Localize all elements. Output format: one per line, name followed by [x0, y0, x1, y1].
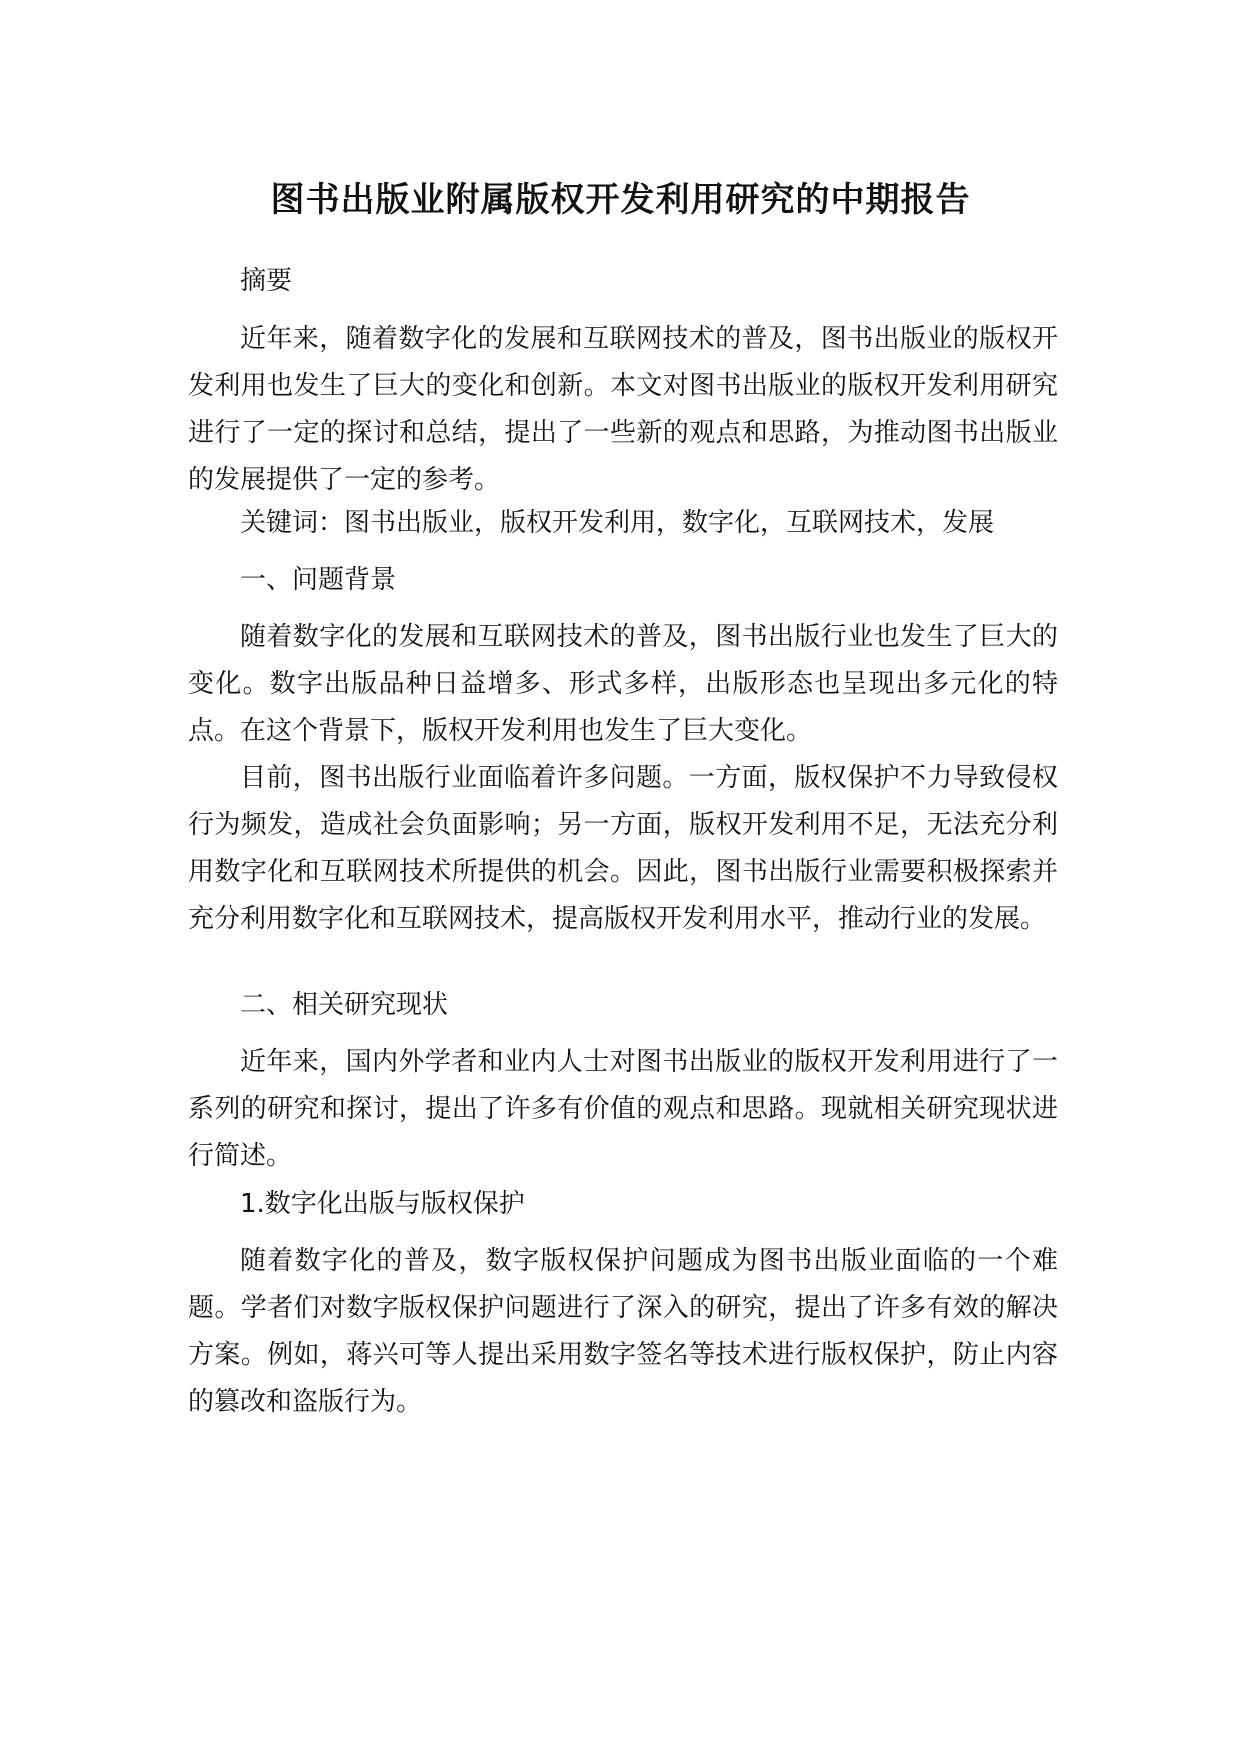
- abstract-heading: 摘要: [240, 266, 293, 296]
- subsection-1-heading: 1.数字化出版与版权保护: [240, 1189, 525, 1219]
- document-title: 图书出版业附属版权开发利用研究的中期报告: [270, 180, 971, 220]
- section-2-paragraph-1: 近年来，国内外学者和业内人士对图书出版业的版权开发利用进行了一系列的研究和探讨，提出了许多有价值的观点和思路。现就相关研究现状进行简述。: [188, 1047, 1058, 1171]
- keywords-line: 关键词：图书出版业，版权开发利用，数字化，互联网技术，发展: [240, 508, 995, 538]
- abstract-paragraph: 近年来，随着数字化的发展和互联网技术的普及，图书出版业的版权开发利用也发生了巨大的变化和创新。本文对图书出版业的版权开发利用研究进行了一定的探讨和总结，提出了一些新的观点和思路，为推动图书出版业的发展提供了一定的参考。: [188, 324, 1058, 495]
- section-1-paragraph-2: 目前，图书出版行业面临着许多问题。一方面，版权保护不力导致侵权行为频发，造成社会负面影响；另一方面，版权开发利用不足，无法充分利用数字化和互联网技术所提供的机会。因此，图书出版行业需要积极探索并充分利用数字化和互联网技术，提高版权开发利用水平，推动行业的发展。: [188, 763, 1058, 934]
- subsection-1-paragraph-1: 随着数字化的普及，数字版权保护问题成为图书出版业面临的一个难题。学者们对数字版权保护问题进行了深入的研究，提出了许多有效的解决方案。例如，蒋兴可等人提出采用数字签名等技术进行版权保护，防止内容的篡改和盗版行为。: [188, 1246, 1058, 1417]
- section-2-heading: 二、相关研究现状: [240, 990, 449, 1020]
- section-1-heading: 一、问题背景: [240, 565, 397, 595]
- section-1-paragraph-1: 随着数字化的发展和互联网技术的普及，图书出版行业也发生了巨大的变化。数字出版品种日益增多、形式多样，出版形态也呈现出多元化的特点。在这个背景下，版权开发利用也发生了巨大变化。: [188, 622, 1058, 746]
